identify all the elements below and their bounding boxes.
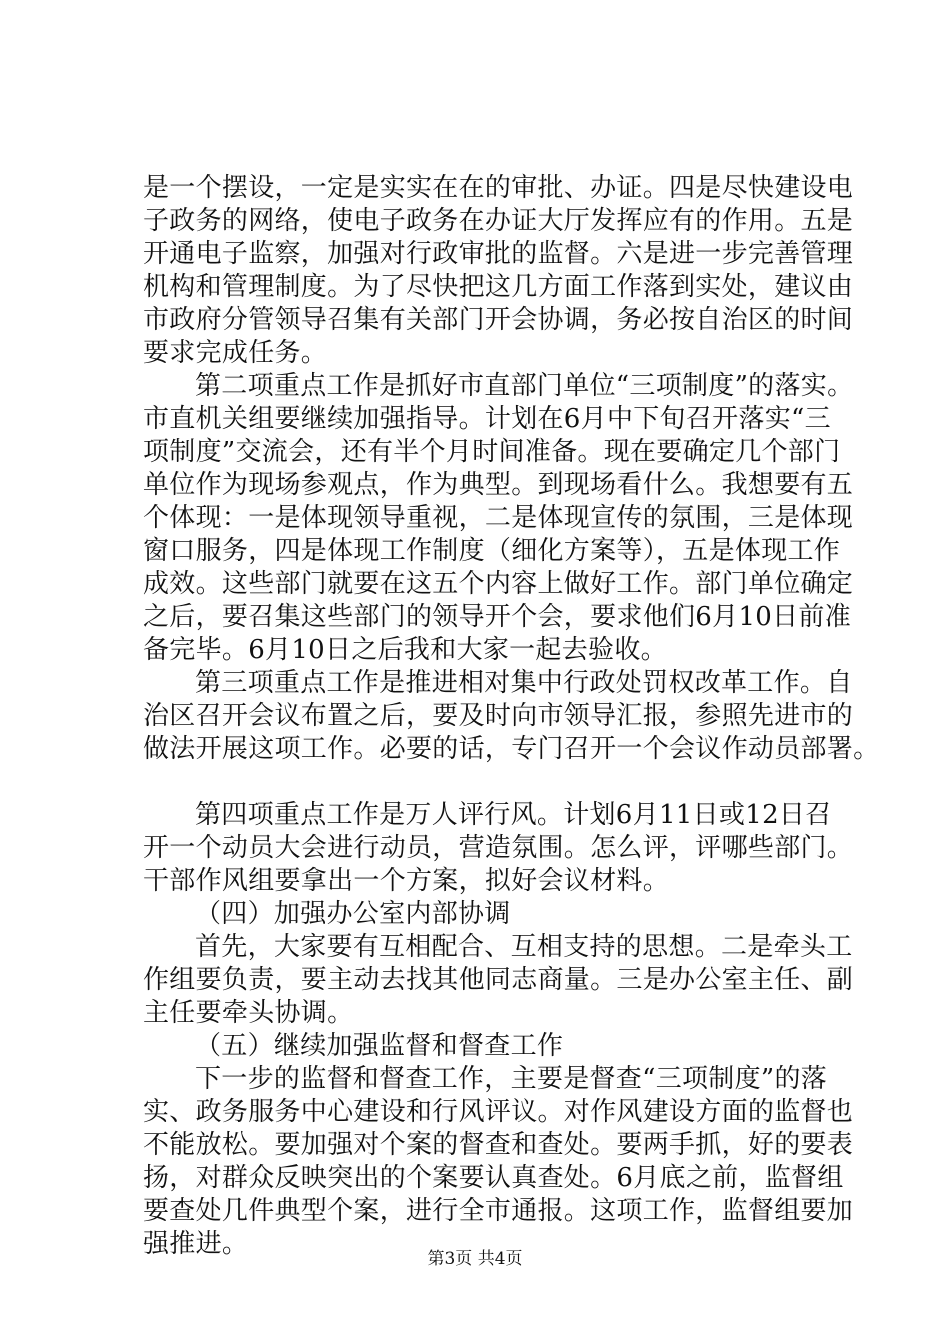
text-line: 强推进。 <box>143 1229 249 1259</box>
text-line: 单位作为现场参观点，作为典型。到现场看什么。我想要有五 <box>143 470 854 500</box>
text-line: 市直机关组要继续加强指导。计划在6月中下旬召开落实“三 <box>143 404 831 434</box>
text-line: 窗口服务，四是体现工作制度（细化方案等），五是体现工作 <box>143 536 841 566</box>
text-line: 作组要负责，要主动去找其他同志商量。三是办公室主任、副 <box>143 965 854 995</box>
paragraph-start: 第四项重点工作是万人评行风。计划6月11日或12日召 <box>195 800 832 830</box>
text-line: 是一个摆设，一定是实实在在的审批、办证。四是尽快建设电 <box>143 173 854 203</box>
text-line: 要求完成任务。 <box>143 338 328 368</box>
text-line: 市政府分管领导召集有关部门开会协调，务必按自治区的时间 <box>143 305 854 335</box>
text-line: 干部作风组要拿出一个方案，拟好会议材料。 <box>143 866 670 896</box>
text-line: 子政务的网络，使电子政务在办证大厅发挥应有的作用。五是 <box>143 206 854 236</box>
text-line: 主任要牵头协调。 <box>143 998 354 1028</box>
paragraph-start: 第三项重点工作是推进相对集中行政处罚权改革工作。自 <box>195 668 853 698</box>
text-line: 机构和管理制度。为了尽快把这几方面工作落到实处，建议由 <box>143 272 854 302</box>
blank-line <box>143 766 823 799</box>
text-line: 实、政务服务中心建设和行风评议。对作风建设方面的监督也 <box>143 1097 854 1127</box>
section-heading: （五）继续加强监督和督查工作 <box>195 1031 564 1061</box>
text-line: 之后，要召集这些部门的领导开个会，要求他们6月10日前准 <box>143 602 852 632</box>
text-line: 开一个动员大会进行动员，营造氛围。怎么评，评哪些部门。 <box>143 833 854 863</box>
paragraph-start: 下一步的监督和督查工作，主要是督查“三项制度”的落 <box>195 1064 828 1094</box>
text-line: 成效。这些部门就要在这五个内容上做好工作。部门单位确定 <box>143 569 854 599</box>
paragraph-start: 第二项重点工作是抓好市直部门单位“三项制度”的落实。 <box>195 371 854 401</box>
text-line: 备完毕。6月10日之后我和大家一起去验收。 <box>143 635 667 665</box>
section-heading: （四）加强办公室内部协调 <box>195 899 511 929</box>
text-line: 要查处几件典型个案，进行全市通报。这项工作，监督组要加 <box>143 1196 854 1226</box>
text-line: 治区召开会议布置之后，要及时向市领导汇报，参照先进市的 <box>143 701 854 731</box>
text-line: 开通电子监察，加强对行政审批的监督。六是进一步完善管理 <box>143 239 854 269</box>
paragraph-start: 首先，大家要有互相配合、互相支持的思想。二是牵头工 <box>195 932 853 962</box>
text-line: 扬，对群众反映突出的个案要认真查处。6月底之前，监督组 <box>143 1163 844 1193</box>
document-body <box>143 172 880 1261</box>
page-footer: 第3页 共4页 <box>427 1249 523 1269</box>
text-line: 项制度”交流会，还有半个月时间准备。现在要确定几个部门 <box>143 437 841 467</box>
text-line: 不能放松。要加强对个案的督查和查处。要两手抓，好的要表 <box>143 1130 854 1160</box>
text-line: 个体现：一是体现领导重视，二是体现宣传的氛围，三是体现 <box>143 503 854 533</box>
text-line: 做法开展这项工作。必要的话，专门召开一个会议作动员部署。 <box>143 734 880 764</box>
